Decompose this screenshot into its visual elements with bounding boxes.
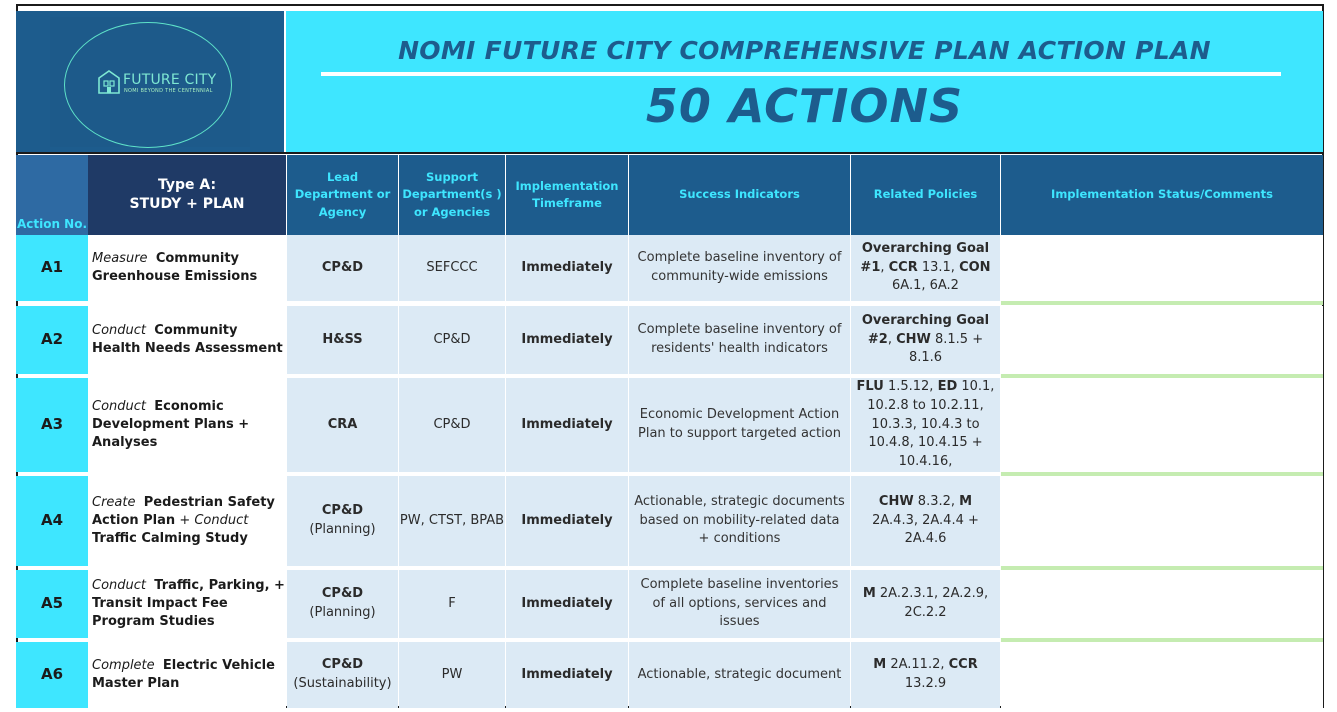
- title-divider: [321, 72, 1281, 76]
- success-indicators: Complete baseline inventory of community-wide emissions: [629, 235, 850, 301]
- action-title-cell: [88, 306, 286, 374]
- lead-department-name: H&SS: [322, 331, 363, 347]
- support-departments: CP&D: [399, 306, 505, 374]
- related-policies-cell: [851, 235, 1000, 301]
- lead-department-cell: [287, 378, 398, 472]
- row-separator: [1001, 566, 1323, 570]
- lead-department: [328, 416, 358, 435]
- action-title: [92, 250, 286, 286]
- table-row: [16, 235, 1323, 301]
- related-policies: [854, 585, 997, 623]
- lead-department-name: CP&D: [321, 586, 364, 602]
- lead-department: [322, 331, 362, 350]
- policy-code: Overarching Goal #2: [861, 312, 990, 347]
- action-number: A5: [16, 570, 88, 638]
- lead-department: [322, 259, 363, 278]
- success-indicators: Actionable, strategic documents based on mobility-related data + conditions: [629, 476, 850, 566]
- policy-code: M: [862, 586, 876, 602]
- lead-department-name: CP&D: [321, 657, 364, 673]
- policy-code: ED: [937, 378, 958, 394]
- implementation-timeframe: Immediately: [506, 476, 628, 566]
- lead-department: [309, 502, 375, 540]
- action-title-secondary: Traffic Calming Study: [92, 530, 248, 546]
- action-title: [92, 322, 286, 358]
- action-title-text: Traffic, Parking, + Transit Impact Fee Program Studies: [92, 578, 285, 629]
- column-header-action-no: Action No.: [16, 155, 88, 235]
- action-title-text: Pedestrian Safety Action Plan: [92, 495, 275, 529]
- action-title: [92, 577, 286, 631]
- policy-numbers: 13.2.9: [904, 676, 947, 691]
- type-header-line2: STUDY + PLAN: [129, 196, 245, 212]
- policy-code: FLU: [856, 378, 884, 394]
- implementation-timeframe: Immediately: [506, 306, 628, 374]
- policy-code: Overarching Goal #1: [860, 240, 990, 275]
- column-header-status: Implementation Status/Comments: [1001, 155, 1323, 235]
- lead-department-cell: [287, 570, 398, 638]
- policy-numbers: ,: [887, 331, 897, 347]
- house-logo-icon: [98, 70, 120, 94]
- policy-numbers: 8.3.2,: [913, 493, 960, 509]
- support-departments: SEFCCC: [399, 235, 505, 301]
- support-departments: CP&D: [399, 378, 505, 472]
- column-header-type: [88, 155, 286, 235]
- action-title: [92, 657, 286, 693]
- implementation-timeframe: Immediately: [506, 235, 628, 301]
- page-subtitle: 50 ACTIONS: [645, 79, 964, 133]
- title-banner: [286, 11, 1323, 153]
- policy-numbers: 10.1, 10.2.8 to 10.2.11, 10.3.3, 10.4.3 to 10.4.8, 10.4.15 + 10.4.16,: [867, 378, 995, 470]
- lead-department-name: CP&D: [321, 259, 364, 275]
- success-indicators: Complete baseline inventories of all options, services and issues: [629, 570, 850, 638]
- action-title-cell: [88, 642, 286, 708]
- row-separator: [1001, 472, 1323, 476]
- lead-department-cell: [287, 476, 398, 566]
- action-title-text: Electric Vehicle Master Plan: [92, 658, 275, 691]
- action-title-cell: [88, 235, 286, 301]
- action-verb: Create: [92, 495, 136, 511]
- policy-code: CCR: [948, 657, 978, 673]
- policy-code: M: [873, 657, 887, 673]
- table-row: [16, 476, 1323, 566]
- action-title-cell: [88, 570, 286, 638]
- related-policies-cell: [851, 570, 1000, 638]
- policy-code: CON: [959, 259, 991, 275]
- related-policies: [854, 240, 997, 297]
- action-number: A3: [16, 378, 88, 472]
- page-title: NOMI FUTURE CITY COMPREHENSIVE PLAN ACTION PLAN: [398, 36, 1211, 65]
- action-verb-secondary: + Conduct: [179, 513, 249, 529]
- related-policies-cell: [851, 476, 1000, 566]
- action-number: A4: [16, 476, 88, 566]
- lead-department: [293, 656, 391, 694]
- support-departments: F: [399, 570, 505, 638]
- action-title-cell: [88, 476, 286, 566]
- policy-code: CCR: [888, 259, 918, 275]
- column-header-success: Success Indicators: [629, 155, 850, 235]
- table-row: [16, 378, 1323, 472]
- action-title-text: Economic Development Plans + Analyses: [92, 399, 250, 450]
- lead-department-cell: [287, 306, 398, 374]
- action-number: A1: [16, 235, 88, 301]
- column-header-timeframe: Implementation Timeframe: [506, 155, 628, 235]
- action-title: [92, 398, 286, 452]
- policy-numbers: 2A.11.2,: [886, 657, 949, 673]
- action-verb: Measure: [92, 251, 148, 267]
- lead-department-division: (Planning): [309, 522, 376, 537]
- type-header-line1: Type A:: [157, 177, 217, 194]
- implementation-timeframe: Immediately: [506, 570, 628, 638]
- implementation-status: [1001, 378, 1323, 472]
- lead-department: [309, 585, 375, 623]
- policy-code: M: [959, 493, 973, 509]
- action-title-text: Community Health Needs Assessment: [92, 323, 283, 356]
- table-row: [16, 642, 1323, 708]
- action-verb: Conduct: [92, 323, 147, 339]
- header-divider: [16, 152, 1323, 154]
- row-separator: [1001, 374, 1323, 378]
- related-policies: [854, 312, 997, 369]
- column-header-policies: Related Policies: [851, 155, 1000, 235]
- success-indicators: Actionable, strategic document: [629, 642, 850, 708]
- lead-department-cell: [287, 235, 398, 301]
- policy-numbers: 2A.4.3, 2A.4.4 + 2A.4.6: [872, 512, 979, 547]
- related-policies-cell: [851, 378, 1000, 472]
- related-policies-cell: [851, 306, 1000, 374]
- success-indicators: Economic Development Action Plan to support targeted action: [629, 378, 850, 472]
- action-number: A2: [16, 306, 88, 374]
- lead-department-name: CRA: [327, 416, 358, 432]
- success-indicators: Complete baseline inventory of residents' health indicators: [629, 306, 850, 374]
- policy-numbers: 6A.1, 6A.2: [892, 278, 959, 294]
- column-header-lead: Lead Department or Agency: [287, 155, 398, 235]
- implementation-status: [1001, 642, 1323, 708]
- policy-code: CHW: [896, 331, 931, 347]
- policy-numbers: ,: [880, 259, 889, 275]
- lead-department-name: CP&D: [321, 503, 364, 519]
- lead-department-cell: [287, 642, 398, 708]
- policy-numbers: 1.5.12,: [883, 378, 938, 394]
- implementation-status: [1001, 570, 1323, 638]
- support-departments: PW: [399, 642, 505, 708]
- policy-numbers: 8.1.5 + 8.1.6: [908, 331, 984, 366]
- lead-department-division: (Planning): [309, 605, 376, 620]
- logo-subtext: NOMI BEYOND THE CENTENNIAL: [124, 88, 213, 94]
- row-separator: [1001, 638, 1323, 642]
- lead-department-division: (Sustainability): [293, 676, 392, 691]
- implementation-status: [1001, 235, 1323, 301]
- related-policies: [854, 656, 997, 694]
- related-policies: [854, 493, 997, 550]
- action-title: [92, 494, 286, 548]
- action-number: A6: [16, 642, 88, 708]
- table-row: [16, 306, 1323, 374]
- support-departments: PW, CTST, BPAB: [399, 476, 505, 566]
- action-verb: Complete: [92, 658, 155, 674]
- implementation-timeframe: Immediately: [506, 378, 628, 472]
- row-separator: [1001, 301, 1323, 305]
- column-header-support: Support Department(s ) or Agencies: [399, 155, 505, 235]
- table-row: [16, 570, 1323, 638]
- policy-numbers: 13.1,: [917, 259, 960, 275]
- implementation-timeframe: Immediately: [506, 642, 628, 708]
- related-policies-cell: [851, 642, 1000, 708]
- action-verb: Conduct: [92, 399, 147, 415]
- related-policies: [854, 378, 997, 472]
- action-verb: Conduct: [92, 578, 147, 594]
- action-title-text: Community Greenhouse Emissions: [92, 251, 258, 284]
- action-title-cell: [88, 378, 286, 472]
- implementation-status: [1001, 306, 1323, 374]
- implementation-status: [1001, 476, 1323, 566]
- policy-code: CHW: [878, 493, 914, 509]
- logo-text: FUTURE CITY: [123, 72, 217, 88]
- policy-numbers: 2A.2.3.1, 2A.2.9, 2C.2.2: [875, 586, 989, 620]
